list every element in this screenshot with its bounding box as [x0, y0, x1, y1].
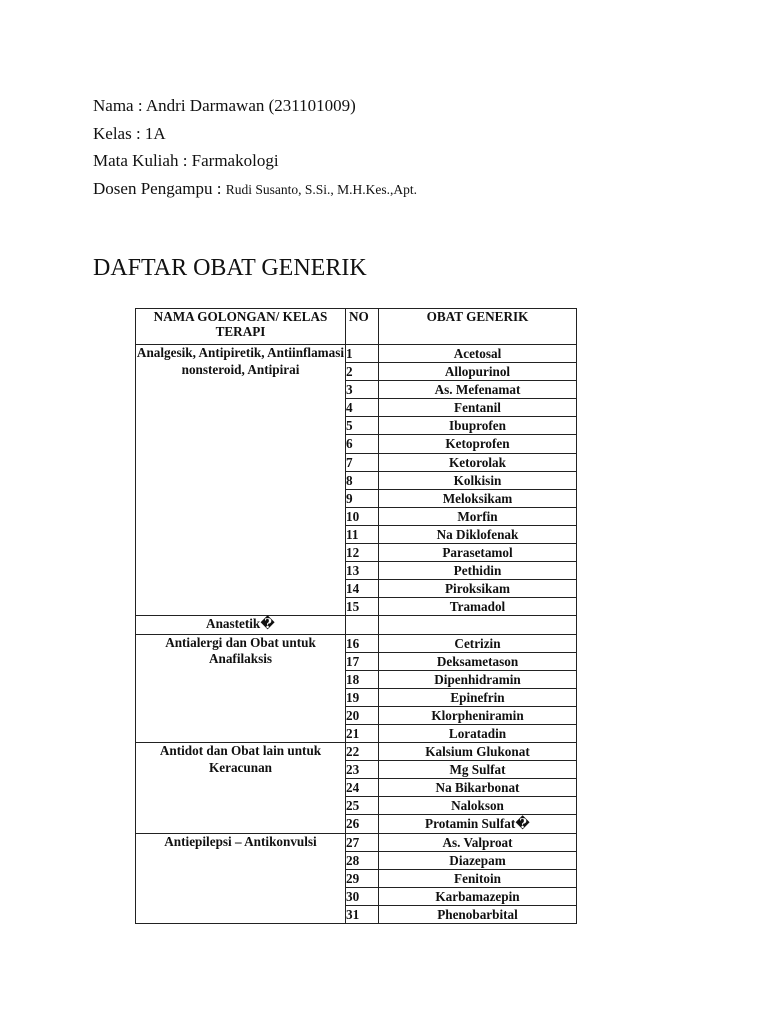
row-number-cell: 31	[346, 905, 379, 923]
drug-name-cell: Nalokson	[379, 797, 577, 815]
drug-name-cell: Loratadin	[379, 724, 577, 742]
drug-name-cell: As. Mefenamat	[379, 381, 577, 399]
row-number-cell: 18	[346, 670, 379, 688]
drug-name-cell: Morfin	[379, 507, 577, 525]
row-number-cell: 27	[346, 833, 379, 851]
row-number-cell: 23	[346, 761, 379, 779]
drug-name-cell: Fentanil	[379, 399, 577, 417]
drug-name-cell: Phenobarbital	[379, 905, 577, 923]
lecturer-label: Dosen Pengampu :	[93, 178, 226, 198]
row-number-cell: 28	[346, 851, 379, 869]
drug-name-cell: Na Diklofenak	[379, 525, 577, 543]
generic-drug-table	[135, 308, 577, 924]
drug-name-cell: Parasetamol	[379, 544, 577, 562]
header-group: NAMA GOLONGAN/ KELAS TERAPI	[136, 309, 346, 345]
row-number-cell: 20	[346, 706, 379, 724]
table-row	[136, 345, 577, 363]
row-number-cell: 5	[346, 417, 379, 435]
drug-name-cell: Ketoprofen	[379, 435, 577, 453]
table-row	[136, 634, 577, 652]
row-number-cell	[346, 616, 379, 634]
drug-name-cell: Kalsium Glukonat	[379, 743, 577, 761]
drug-name-cell: Na Bikarbonat	[379, 779, 577, 797]
table-body	[136, 345, 577, 924]
row-number-cell: 26	[346, 815, 379, 833]
row-number-cell: 1	[346, 345, 379, 363]
drug-name-cell: Klorpheniramin	[379, 706, 577, 724]
drug-name-cell: Diazepam	[379, 851, 577, 869]
drug-name-cell: Meloksikam	[379, 489, 577, 507]
row-number-cell: 4	[346, 399, 379, 417]
header-drug: OBAT GENERIK	[379, 309, 577, 345]
row-number-cell: 25	[346, 797, 379, 815]
row-number-cell: 11	[346, 525, 379, 543]
drug-name-cell: Pethidin	[379, 562, 577, 580]
table-row	[136, 833, 577, 851]
row-number-cell: 29	[346, 869, 379, 887]
lecturer-name: Rudi Susanto, S.Si., M.H.Kes.,Apt.	[225, 181, 417, 197]
row-number-cell: 21	[346, 724, 379, 742]
group-name-cell: Analgesik, Antipiretik, Antiinflamasi nonsteroid, Antipirai	[136, 345, 346, 616]
group-name-cell: Anastetik�	[136, 616, 346, 634]
drug-name-cell: Allopurinol	[379, 363, 577, 381]
row-number-cell: 12	[346, 544, 379, 562]
row-number-cell: 3	[346, 381, 379, 399]
header-no: NO	[346, 309, 379, 345]
row-number-cell: 22	[346, 743, 379, 761]
document-title: DAFTAR OBAT GENERIK	[93, 255, 367, 281]
drug-name-cell: Epinefrin	[379, 688, 577, 706]
row-number-cell: 2	[346, 363, 379, 381]
row-number-cell: 9	[346, 489, 379, 507]
drug-name-cell: Ketorolak	[379, 453, 577, 471]
drug-name-cell: Ibuprofen	[379, 417, 577, 435]
class-line: Kelas : 1A	[93, 123, 166, 143]
group-name-cell: Antiepilepsi – Antikonvulsi	[136, 833, 346, 923]
drug-name-cell: As. Valproat	[379, 833, 577, 851]
row-number-cell: 24	[346, 779, 379, 797]
row-number-cell: 6	[346, 435, 379, 453]
drug-name-cell: Dipenhidramin	[379, 670, 577, 688]
drug-name-cell: Karbamazepin	[379, 887, 577, 905]
table-row	[136, 743, 577, 761]
row-number-cell: 13	[346, 562, 379, 580]
row-number-cell: 15	[346, 598, 379, 616]
student-name-line: Nama : Andri Darmawan (231101009)	[93, 96, 356, 115]
drug-name-cell: Kolkisin	[379, 471, 577, 489]
drug-name-cell: Piroksikam	[379, 580, 577, 598]
row-number-cell: 10	[346, 507, 379, 525]
drug-name-cell: Cetrizin	[379, 634, 577, 652]
drug-name-cell: Protamin Sulfat�	[379, 815, 577, 833]
course-line: Mata Kuliah : Farmakologi	[93, 151, 279, 170]
row-number-cell: 30	[346, 887, 379, 905]
group-name-cell: Antidot dan Obat lain untuk Keracunan	[136, 743, 346, 833]
row-number-cell: 16	[346, 634, 379, 652]
student-info	[93, 94, 417, 204]
row-number-cell: 17	[346, 652, 379, 670]
drug-name-cell: Deksametason	[379, 652, 577, 670]
drug-name-cell	[379, 616, 577, 634]
drug-name-cell: Fenitoin	[379, 869, 577, 887]
row-number-cell: 14	[346, 580, 379, 598]
row-number-cell: 7	[346, 453, 379, 471]
table-header-row	[136, 309, 577, 345]
drug-name-cell: Mg Sulfat	[379, 761, 577, 779]
lecturer-line	[93, 177, 417, 205]
drug-name-cell: Acetosal	[379, 345, 577, 363]
drug-name-cell: Tramadol	[379, 598, 577, 616]
row-number-cell: 19	[346, 688, 379, 706]
group-name-cell: Antialergi dan Obat untuk Anafilaksis	[136, 634, 346, 743]
row-number-cell: 8	[346, 471, 379, 489]
table-row	[136, 616, 577, 634]
